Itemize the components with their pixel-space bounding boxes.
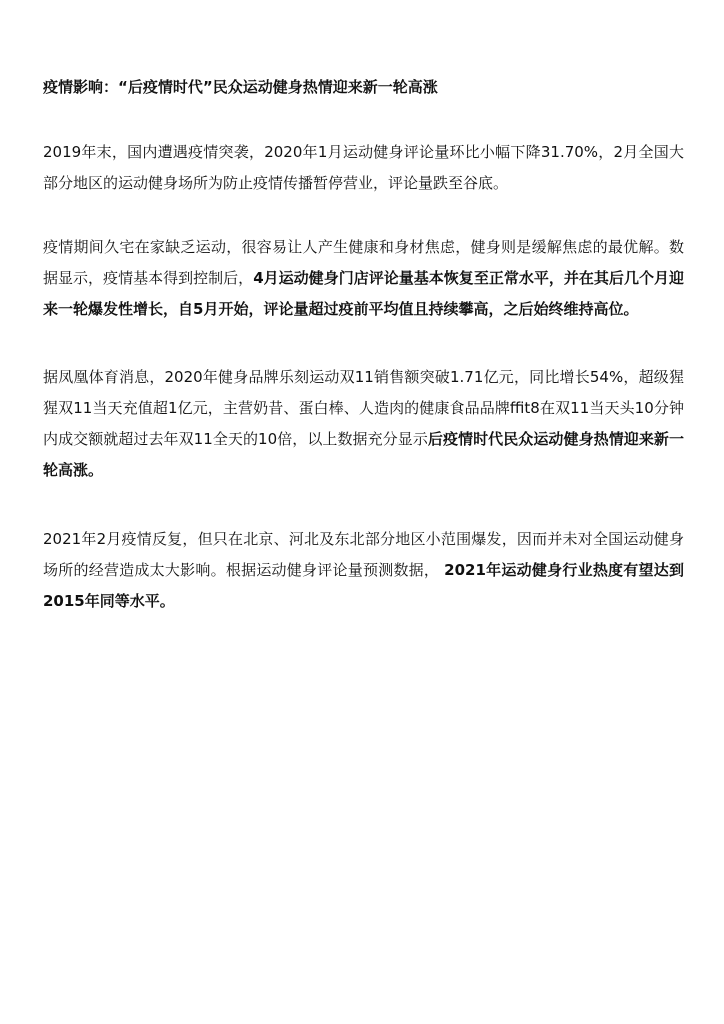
paragraph-covid-impact [43, 137, 684, 199]
paragraph-highlight: 2021年运动健身行业热度有望达到2015年同等水平。 [43, 561, 684, 610]
document-title: 疫情影响：“后疫情时代”民众运动健身热情迎来新一轮高涨 [43, 78, 438, 96]
paragraph-text: 2019年末，国内遭遇疫情突袭，2020年1月运动健身评论量环比小幅下降31.70%，2月全国大部分地区的运动健身场所为防止疫情传播暂停营业，评论量跌至谷底。 [43, 143, 684, 192]
paragraph-recovery [43, 232, 684, 325]
paragraph-highlight: 后疫情时代民众运动健身热情迎来新一轮高涨。 [43, 430, 684, 479]
paragraph-sales-data [43, 362, 684, 486]
paragraph-text: 疫情期间久宅在家缺乏运动，很容易让人产生健康和身材焦虑，健身则是缓解焦虑的最优解。数据显示，疫情基本得到控制后， [43, 238, 684, 287]
paragraph-text: 据凤凰体育消息，2020年健身品牌乐刻运动双11销售额突破1.71亿元，同比增长54%，超级猩猩双11当天充值超1亿元，主营奶昔、蛋白棒、人造肉的健康食品品牌ffit8在双11当天头10分钟内成交额就超过去年双11全天的10倍，以上数据充分显示 [43, 368, 684, 448]
paragraph-text: 2021年2月疫情反复，但只在北京、河北及东北部分地区小范围爆发，因而并未对全国运动健身场所的经营造成太大影响。根据运动健身评论量预测数据， [43, 530, 684, 579]
paragraph-forecast [43, 524, 684, 617]
paragraph-highlight: 4月运动健身门店评论量基本恢复至正常水平，并在其后几个月迎来一轮爆发性增长，自5月开始，评论量超过疫前平均值且持续攀高，之后始终维持高位。 [43, 269, 684, 318]
